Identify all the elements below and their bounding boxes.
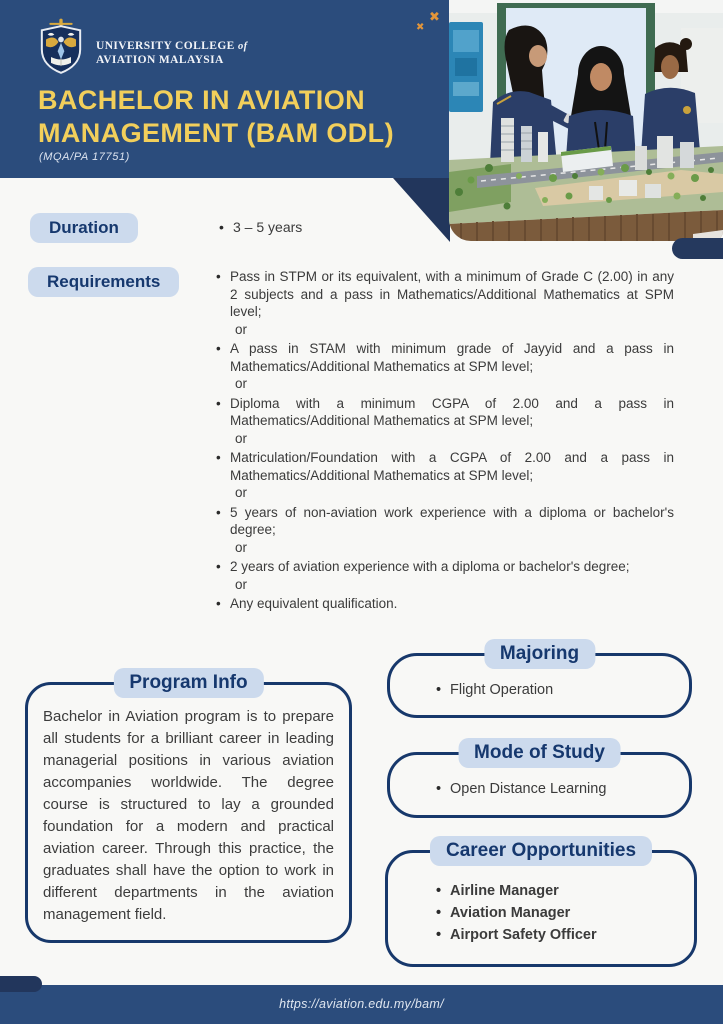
requirement-item (230, 595, 674, 613)
photo-corner-tab (672, 238, 723, 259)
footer-corner-tab (0, 976, 42, 992)
program-info-box (25, 672, 352, 943)
duration-label: Duration (30, 213, 138, 243)
requirement-item (230, 340, 674, 393)
program-title-line1: BACHELOR IN AVIATION (38, 85, 365, 115)
requirements-label: Requirements (28, 267, 179, 297)
university-name (96, 40, 248, 67)
career-list (450, 880, 694, 946)
requirement-or-separator: or (235, 430, 248, 446)
mode-of-study-box (387, 742, 692, 818)
requirements-list (230, 268, 674, 615)
org-line2: AVIATION MALAYSIA (96, 53, 224, 66)
org-line1-of: of (238, 41, 248, 52)
requirement-text: 5 years of non-aviation work experience with a diploma or bachelor's degree; (230, 504, 674, 537)
majoring-list (450, 682, 689, 698)
requirement-item (230, 504, 674, 557)
requirement-text: Diploma with a minimum CGPA of 2.00 and a pass in Mathematics/Additional Mathematics at SPM level; (230, 395, 674, 428)
mode-of-study-title: Mode of Study (458, 738, 621, 768)
requirement-text: A pass in STAM with minimum grade of Jayyid and a pass in Mathematics/Additional Mathematics at SPM level; (230, 341, 674, 374)
career-opportunities-title: Career Opportunities (430, 836, 652, 866)
requirement-item (230, 449, 674, 502)
requirement-or-separator: or (235, 576, 248, 592)
requirement-or-separator: or (235, 539, 248, 555)
majoring-box (387, 643, 692, 718)
career-item: • Airport Safety Officer (450, 924, 694, 946)
majoring-title: Majoring (484, 639, 595, 669)
program-title-line2: MANAGEMENT (BAM ODL) (38, 118, 394, 148)
university-crest-logo (36, 16, 86, 78)
requirement-text: 2 years of aviation experience with a diploma or bachelor's degree; (230, 559, 630, 574)
requirement-or-separator: or (235, 485, 248, 500)
requirement-item (230, 395, 674, 448)
program-info-title: Program Info (113, 668, 263, 698)
accreditation-code: (MQA/PA 17751) (39, 151, 130, 163)
requirement-item (230, 558, 674, 593)
sparkle-x-icon: ✖ (429, 9, 440, 24)
requirement-or-separator: or (235, 321, 248, 337)
majoring-item: • Flight Operation (450, 682, 689, 698)
requirement-text: Any equivalent qualification. (230, 596, 398, 611)
requirement-item (230, 268, 674, 338)
mode-of-study-item: • Open Distance Learning (450, 781, 689, 797)
campus-model-photo (449, 0, 723, 241)
requirement-text: Pass in STPM or its equivalent, with a minimum of Grade C (2.00) in any 2 subjects and a pass in Mathematics/Additional Mathematics at SPM level; (230, 269, 674, 319)
footer-bar (0, 985, 723, 1024)
duration-list (233, 219, 302, 235)
program-title (38, 84, 394, 150)
duration-item: • 3 – 5 years (233, 219, 302, 235)
requirement-or-separator: or (235, 376, 248, 391)
requirement-text: Matriculation/Foundation with a CGPA of 2.00 and a pass in Mathematics/Additional Mathematics at SPM level; (230, 450, 674, 483)
career-opportunities-box (385, 840, 697, 967)
org-line1: UNIVERSITY COLLEGE (96, 40, 235, 52)
program-info-body: Bachelor in Aviation program is to prepare all students for a brilliant career in leading managerial positions in various aviation accompanies worldwide. The degree course is structured to lay a grounded foundation for a modern and practical aviation career. Through this practice, the graduates shall have the option to work in different departments in the aviation management field. (43, 708, 334, 923)
program-url-link[interactable]: https://aviation.edu.my/bam/ (279, 997, 444, 1011)
career-item: • Airline Manager (450, 880, 694, 902)
career-item: • Aviation Manager (450, 902, 694, 924)
sparkle-x-icon: ✖ (416, 22, 425, 33)
diagonal-accent (393, 178, 450, 242)
mode-of-study-list (450, 781, 689, 797)
